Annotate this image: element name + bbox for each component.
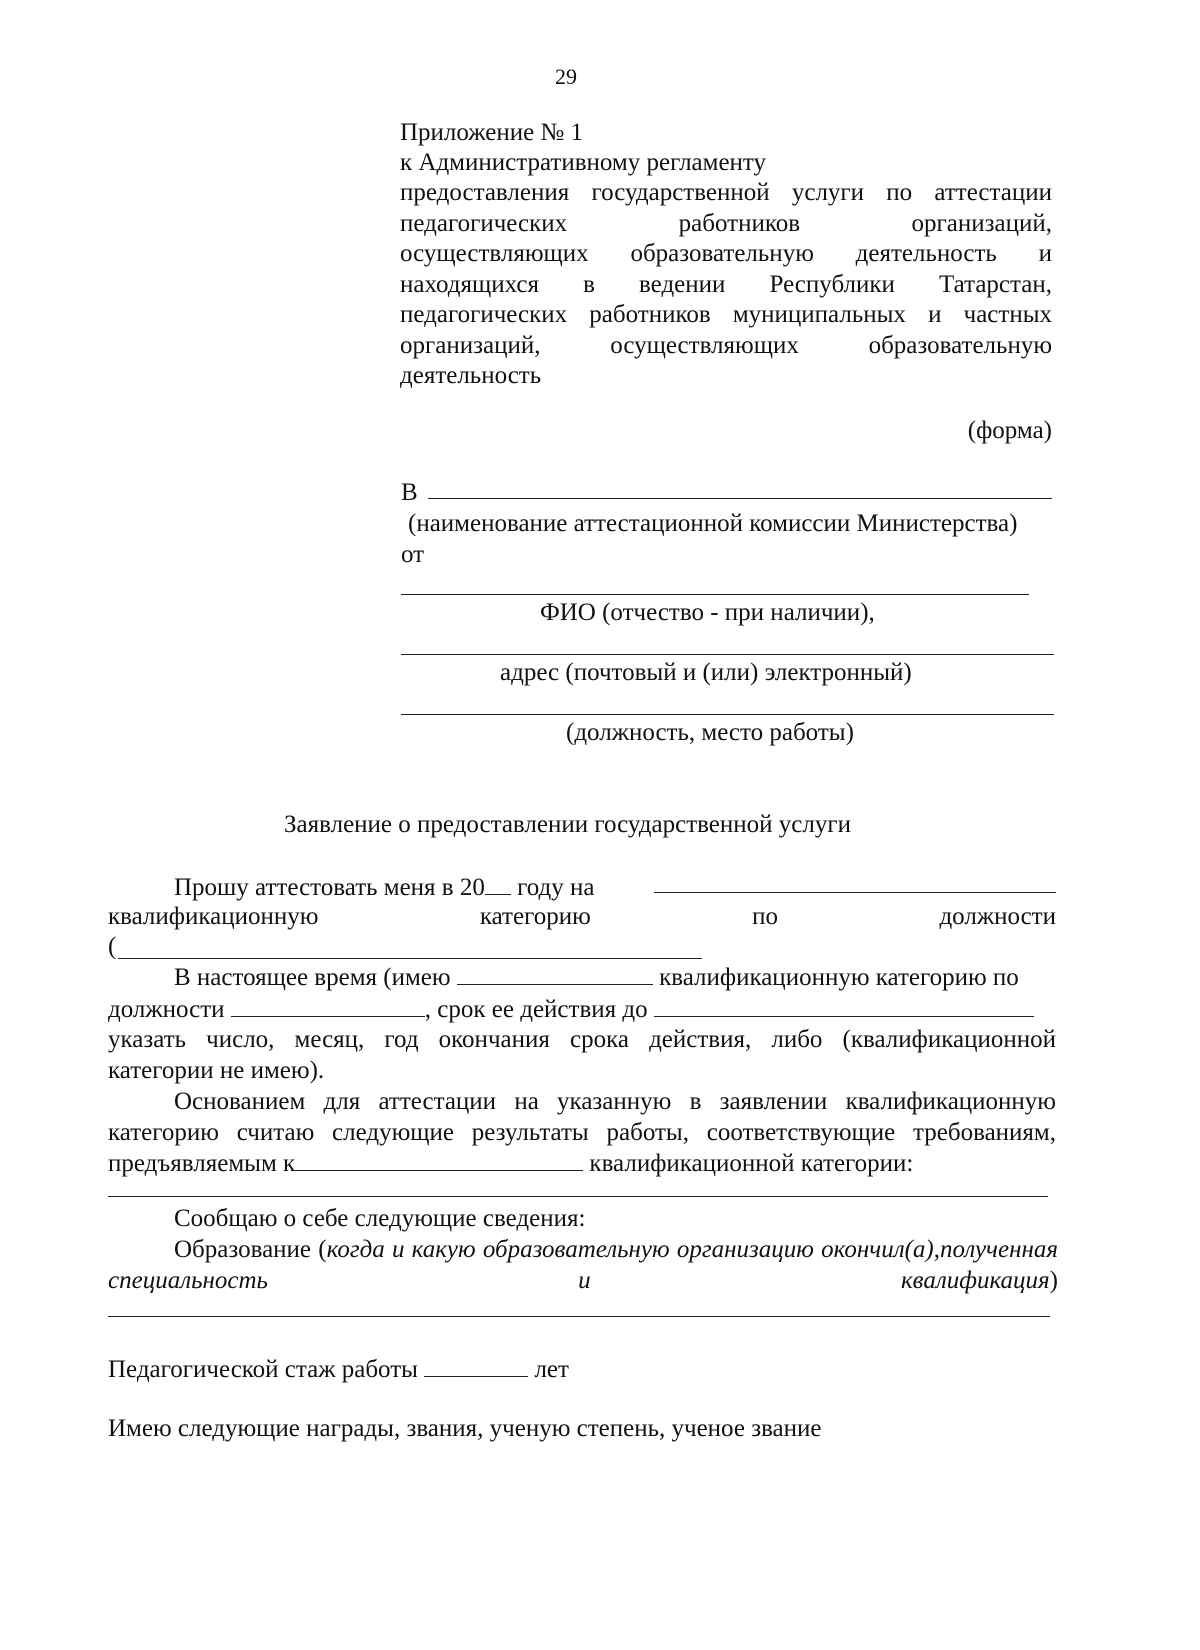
validity-label: , срок ее действия до: [424, 996, 648, 1023]
education-label: Образование (: [174, 1236, 327, 1263]
address-field[interactable]: [401, 630, 1054, 655]
commission-caption: (наименование аттестационной комиссии Министерства): [408, 510, 1018, 537]
request-text: Прошу аттестовать меня в 20: [174, 874, 485, 901]
category-line: квалификационную категорию по должности: [108, 903, 1056, 930]
statement-title: Заявление о предоставлении государственной услуги: [284, 811, 851, 838]
current-position-field[interactable]: [231, 994, 425, 1017]
basis-paragraph: [108, 1086, 1056, 1179]
appendix-line: предоставления государственной услуги по аттестации: [400, 179, 1052, 206]
education-hint: когда и какую образовательную организацию окончил(а),полученная специальность и квалификация: [108, 1236, 1058, 1294]
info-intro: Сообщаю о себе следующие сведения:: [174, 1205, 586, 1232]
basis-text: Основанием для аттестации на указанную в заявлении квалификационную категорию считаю следующие результаты работы, соответствующие требованиям, предъявляемым к: [108, 1088, 1056, 1177]
page-number: 29: [555, 64, 577, 89]
appendix-line: педагогических работников организаций,: [400, 209, 1052, 237]
appendix-text: [400, 178, 1052, 392]
current-category-field[interactable]: [457, 962, 653, 985]
experience-line: [108, 1354, 569, 1385]
commission-field[interactable]: [428, 472, 1052, 499]
current-line: [174, 962, 1019, 993]
appendix-subtitle: к Административному регламенту: [400, 149, 767, 176]
appendix-line: находящихся в ведении Республики Татарстан,: [400, 270, 1052, 298]
appendix-title: Приложение № 1: [400, 119, 584, 146]
validity-date-field[interactable]: [654, 994, 1034, 1017]
position-caption: (должность, место работы): [566, 719, 854, 746]
category-field[interactable]: [654, 866, 1056, 893]
appendix-last-line: деятельность: [400, 362, 542, 389]
basis-text-2: квалификационной категории:: [589, 1150, 914, 1177]
request-line: [174, 872, 594, 903]
current-text: В настоящее время (имею: [174, 964, 451, 991]
fio-caption: ФИО (отчество - при наличии),: [540, 599, 875, 626]
form-label: (форма): [967, 417, 1052, 444]
appendix-line: осуществляющих образовательную деятельность и: [400, 240, 1052, 267]
experience-label: Педагогической стаж работы: [108, 1356, 418, 1383]
position-label: должности: [108, 996, 225, 1023]
paren-open: (: [108, 933, 117, 960]
position-field[interactable]: [401, 690, 1054, 715]
awards-line: Имею следующие награды, звания, ученую степень, ученое звание: [108, 1415, 822, 1442]
education-paragraph: [108, 1234, 1058, 1296]
results-field[interactable]: [108, 1170, 1048, 1197]
from-prefix: от: [401, 541, 425, 568]
appendix-line: организаций, осуществляющих образовательную: [400, 331, 1052, 359]
education-field[interactable]: [108, 1290, 1050, 1317]
address-caption: адрес (почтовый и (или) электронный): [500, 659, 912, 686]
to-prefix: В: [401, 479, 418, 506]
experience-unit: лет: [534, 1356, 569, 1383]
appendix-line: педагогических работников муниципальных и частных: [400, 301, 1052, 328]
education-end: ): [1049, 1267, 1058, 1294]
position-name-field[interactable]: [118, 932, 702, 959]
experience-years-field[interactable]: [424, 1354, 528, 1377]
current-note: указать число, месяц, год окончания срока действия, либо (квалификационной категории не имею).: [108, 1026, 1056, 1084]
current-line-2: [108, 994, 1034, 1025]
year-field[interactable]: [485, 872, 511, 895]
request-text-2: году на: [517, 874, 595, 901]
current-text-2: квалификационную категорию по: [659, 964, 1019, 991]
basis-category-field[interactable]: [295, 1148, 583, 1171]
fio-field[interactable]: [401, 570, 1029, 595]
